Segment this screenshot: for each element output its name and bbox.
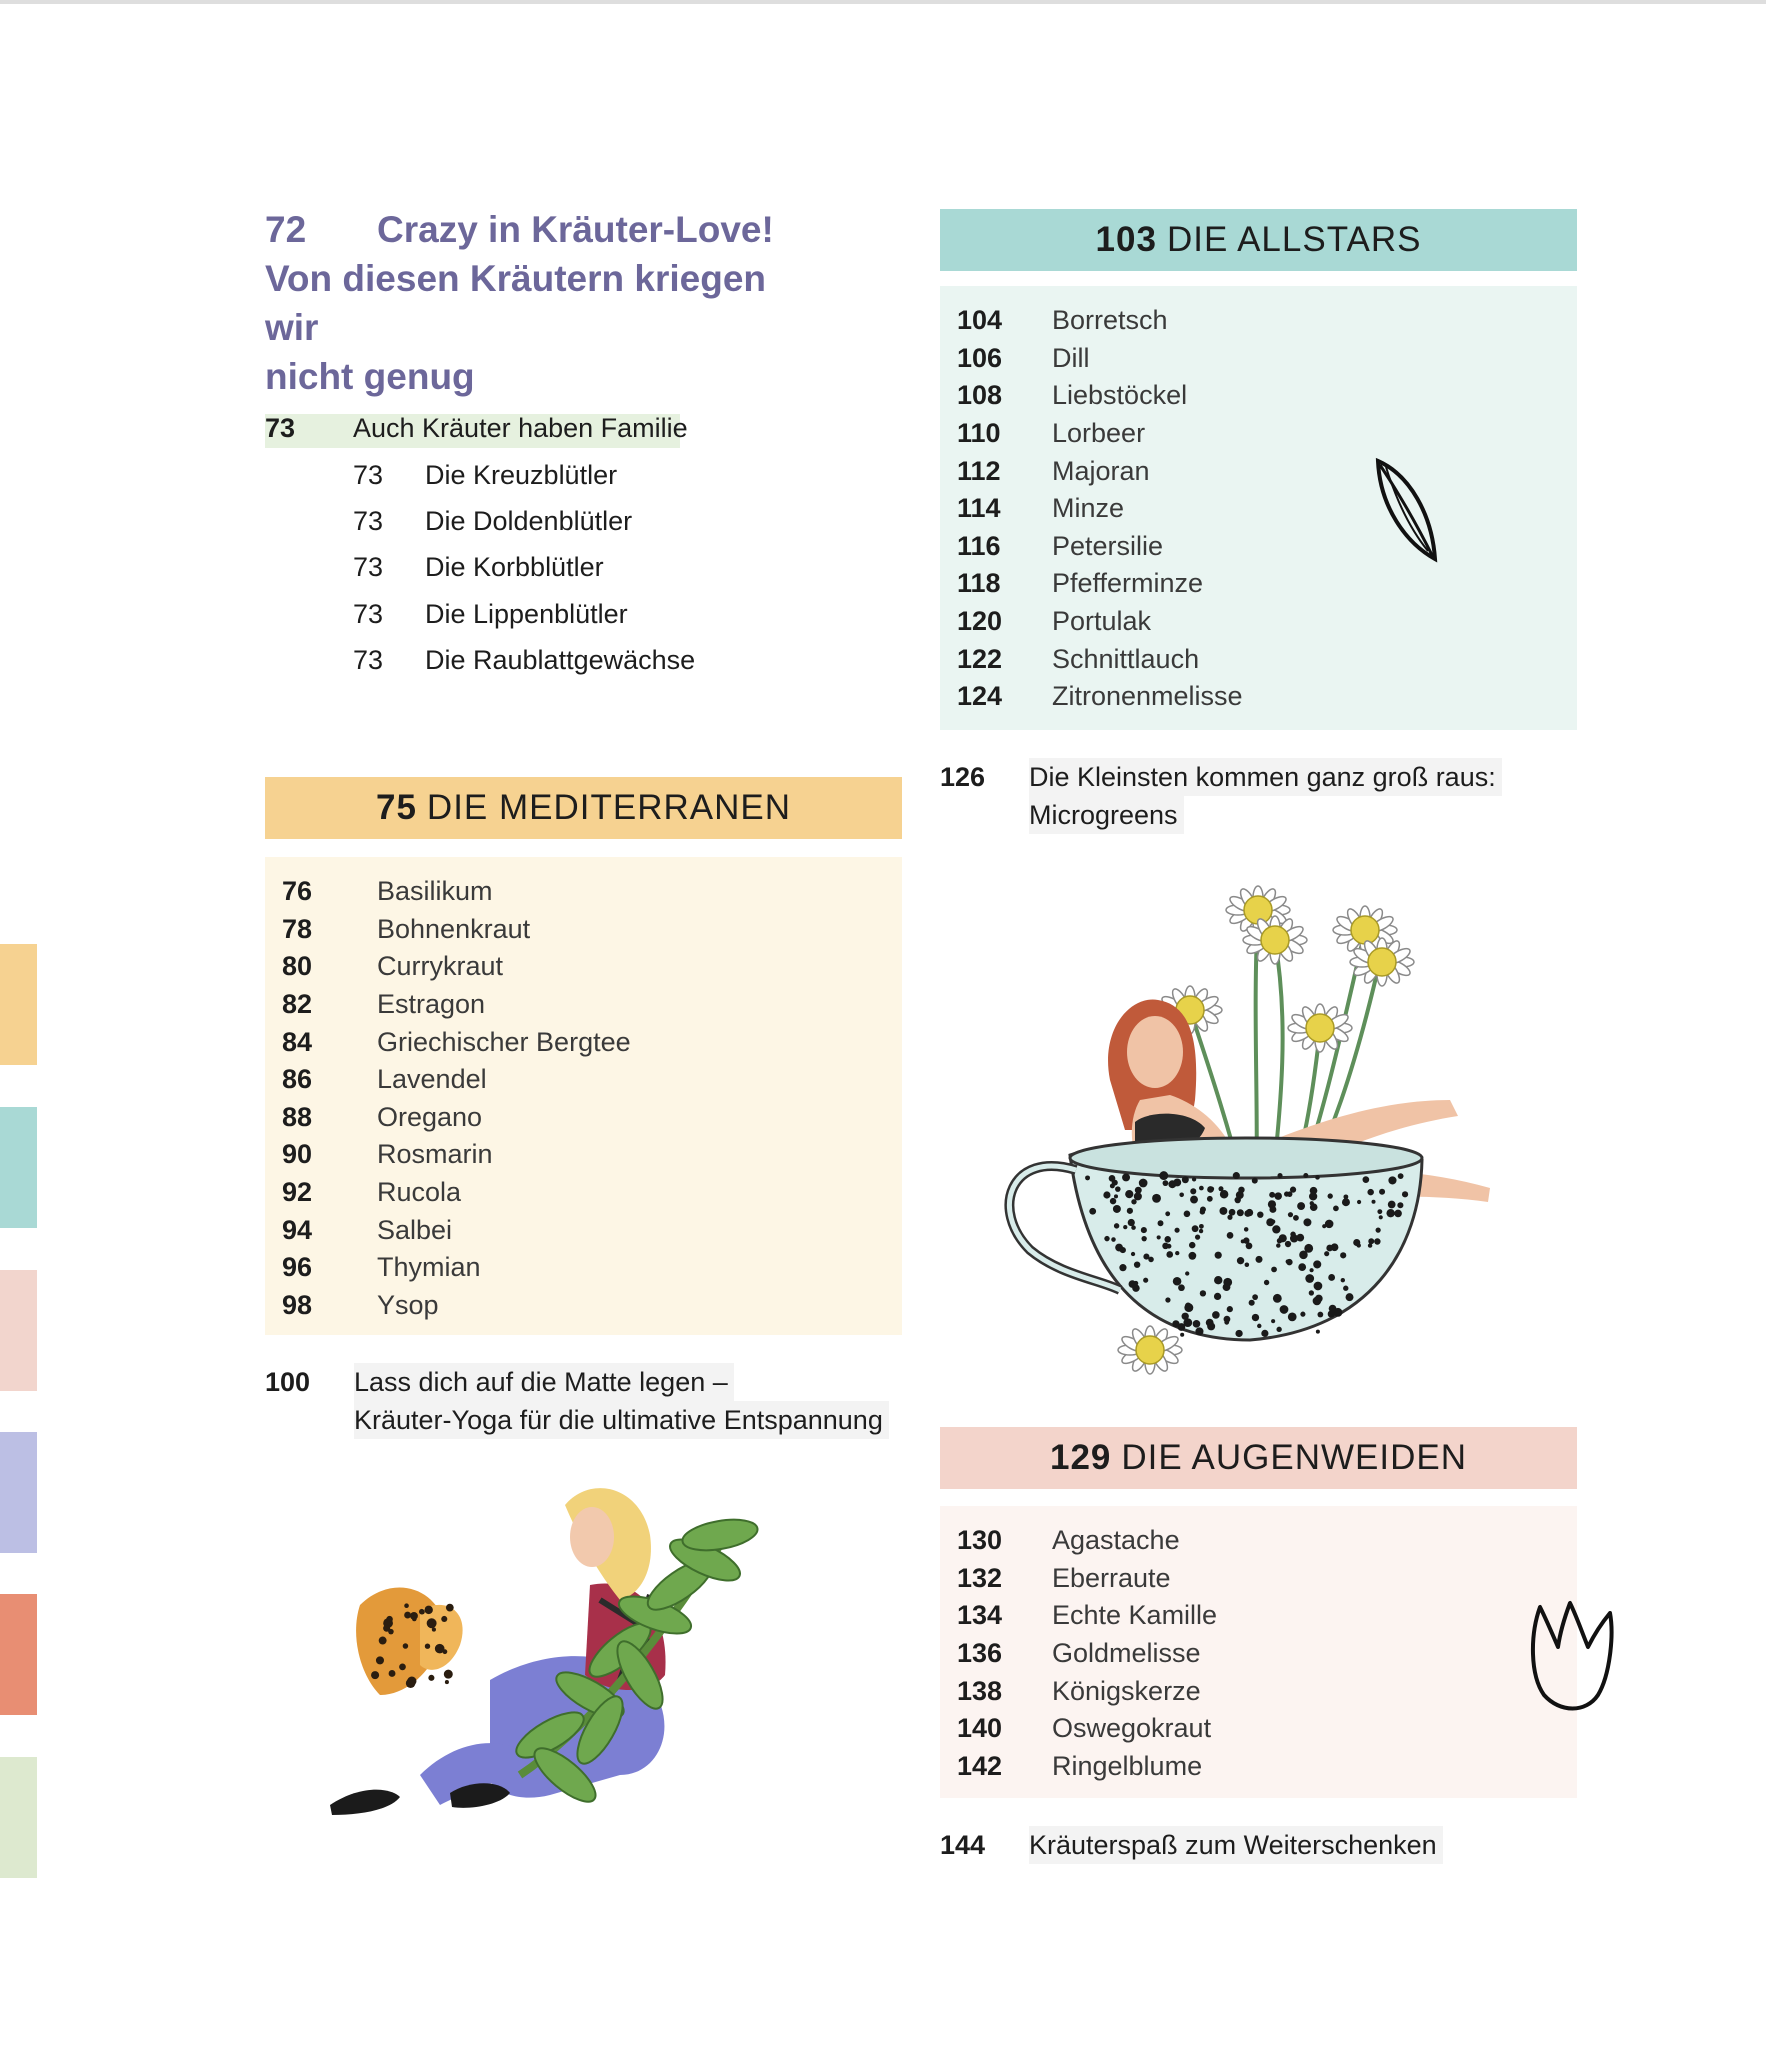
section-number: 129 [1049, 1438, 1112, 1477]
item-name: Minze [1052, 493, 1125, 524]
section-number: 75 [375, 788, 417, 827]
item-name: Borretsch [1052, 305, 1168, 336]
chapter-title-line3: nicht genug [265, 356, 475, 397]
toc-list-item[interactable] [940, 377, 1577, 415]
item-page-number: 88 [282, 1101, 313, 1132]
section-panel-mediterranean [265, 857, 902, 1335]
entry-title: Auch Kräuter haben Familie [353, 412, 688, 443]
item-name: Schnittlauch [1052, 643, 1200, 674]
item-page-number: 140 [957, 1713, 1003, 1744]
item-name: Currykraut [377, 951, 504, 982]
toc-list-item[interactable] [265, 873, 902, 911]
subentry-name: Die Kreuzblütler [425, 459, 618, 490]
item-name: Petersilie [1052, 530, 1164, 561]
subentry-page: 73 [353, 459, 384, 490]
section-band-allstars[interactable] [940, 209, 1577, 271]
item-page-number: 84 [282, 1026, 313, 1057]
chapter-title-line2: Von diesen Kräutern kriegen wir [265, 258, 766, 348]
toc-subentry[interactable] [353, 545, 695, 591]
color-tab-mediterranean[interactable] [0, 944, 37, 1065]
item-name: Ysop [377, 1289, 439, 1320]
toc-list-item[interactable] [940, 302, 1577, 340]
item-page-number: 76 [282, 876, 313, 907]
item-page-number: 122 [957, 643, 1003, 674]
chapter-number: 72 [265, 209, 307, 250]
toc-list-item[interactable] [940, 1635, 1577, 1673]
toc-list-item[interactable] [940, 678, 1577, 716]
yoga-illustration [320, 1475, 860, 1835]
section-panel-augenweiden [940, 1506, 1577, 1798]
toc-list-item[interactable] [265, 1249, 902, 1287]
toc-entry-yoga[interactable] [265, 1363, 905, 1439]
toc-list-item[interactable] [265, 1099, 902, 1137]
item-name: Dill [1052, 342, 1090, 373]
item-page-number: 116 [957, 530, 1001, 561]
item-name: Pfefferminze [1052, 568, 1204, 599]
toc-subentry[interactable] [353, 591, 695, 637]
item-page-number: 112 [957, 455, 1001, 486]
chamomile-flower-icon [1288, 1004, 1352, 1052]
item-name: Liebstöckel [1052, 380, 1188, 411]
item-page-number: 114 [957, 493, 1001, 524]
teacup-illustration [990, 870, 1530, 1390]
item-name: Oswegokraut [1052, 1713, 1212, 1744]
item-page-number: 108 [957, 380, 1003, 411]
toc-entry-family[interactable] [265, 410, 688, 446]
toc-list-item[interactable] [940, 340, 1577, 378]
color-tab-coral[interactable] [0, 1594, 37, 1715]
item-name: Agastache [1052, 1525, 1180, 1556]
toc-list-item[interactable] [265, 1061, 902, 1099]
item-page-number: 118 [957, 568, 1001, 599]
color-tab-green[interactable] [0, 1757, 37, 1878]
family-sub-list [353, 452, 695, 683]
toc-entry-gift[interactable] [940, 1826, 1580, 1864]
item-page-number: 120 [957, 606, 1003, 637]
item-page-number: 96 [282, 1252, 313, 1283]
toc-list-item[interactable] [265, 1174, 902, 1212]
toc-list-item[interactable] [940, 565, 1577, 603]
item-name: Rucola [377, 1177, 462, 1208]
entry-page-number: 144 [940, 1830, 986, 1860]
toc-list-item[interactable] [940, 528, 1577, 566]
leaf-doodle-icon [1370, 455, 1440, 565]
entry-page-number: 100 [265, 1367, 311, 1397]
entry-page-number: 126 [940, 762, 986, 792]
toc-list-item[interactable] [265, 1211, 902, 1249]
toc-list-item[interactable] [940, 1560, 1577, 1598]
toc-list-item[interactable] [940, 415, 1577, 453]
subentry-name: Die Doldenblütler [425, 505, 633, 536]
item-name: Griechischer Bergtee [377, 1026, 631, 1057]
subentry-page: 73 [353, 552, 384, 583]
toc-subentry[interactable] [353, 452, 695, 498]
subentry-name: Die Lippenblütler [425, 598, 628, 629]
item-page-number: 124 [957, 681, 1003, 712]
toc-list-item[interactable] [265, 911, 902, 949]
section-band-augenweiden[interactable] [940, 1427, 1577, 1489]
toc-list-item[interactable] [265, 1136, 902, 1174]
color-tab-augenweiden[interactable] [0, 1270, 37, 1391]
item-name: Lorbeer [1052, 418, 1146, 449]
subentry-name: Die Raublattgewächse [425, 644, 696, 675]
subentry-name: Die Korbblütler [425, 552, 604, 583]
chamomile-flower-icon [1118, 1326, 1182, 1374]
entry-title-line1: Lass dich auf die Matte legen – [354, 1363, 734, 1401]
toc-list-item[interactable] [265, 986, 902, 1024]
item-name: Ringelblume [1052, 1750, 1203, 1781]
item-page-number: 80 [282, 951, 313, 982]
item-page-number: 78 [282, 913, 313, 944]
toc-list-item[interactable] [940, 490, 1577, 528]
item-page-number: 138 [957, 1675, 1003, 1706]
item-name: Echte Kamille [1052, 1600, 1218, 1631]
item-name: Majoran [1052, 455, 1150, 486]
item-page-number: 136 [957, 1638, 1003, 1669]
toc-list-item[interactable] [940, 452, 1577, 490]
toc-list-item[interactable] [940, 1672, 1577, 1710]
entry-page-number: 73 [265, 412, 296, 443]
entry-title-line2: Microgreens [1029, 796, 1184, 834]
item-page-number: 94 [282, 1214, 313, 1245]
item-page-number: 134 [957, 1600, 1003, 1631]
entry-title: Kräuterspaß zum Weiterschenken [1029, 1826, 1443, 1864]
top-divider [0, 0, 1766, 4]
section-panel-allstars [940, 286, 1577, 730]
subentry-page: 73 [353, 644, 384, 675]
section-title: DIE AUGENWEIDEN [1121, 1438, 1467, 1477]
item-name: Estragon [377, 989, 486, 1020]
item-name: Königskerze [1052, 1675, 1201, 1706]
item-page-number: 90 [282, 1139, 313, 1170]
toc-list-item[interactable] [265, 948, 902, 986]
section-title: DIE MEDITERRANEN [426, 788, 792, 827]
item-name: Portulak [1052, 606, 1152, 637]
item-page-number: 132 [957, 1562, 1003, 1593]
item-name: Goldmelisse [1052, 1638, 1201, 1669]
entry-title-line1: Die Kleinsten kommen ganz groß raus: [1029, 758, 1502, 796]
item-name: Lavendel [377, 1064, 487, 1095]
toc-list-item[interactable] [265, 1287, 902, 1325]
section-band-mediterranean[interactable] [265, 777, 902, 839]
toc-subentry[interactable] [353, 498, 695, 544]
item-page-number: 142 [957, 1750, 1003, 1781]
item-page-number: 98 [282, 1289, 313, 1320]
entry-title-line2: Kräuter-Yoga für die ultimative Entspannung [354, 1401, 889, 1439]
toc-list-item[interactable] [940, 640, 1577, 678]
color-tab-allstars[interactable] [0, 1107, 37, 1228]
leaf-icon [680, 1515, 760, 1556]
toc-list-item[interactable] [940, 1522, 1577, 1560]
item-name: Rosmarin [377, 1139, 493, 1170]
item-name: Salbei [377, 1214, 453, 1245]
toc-list-item[interactable] [940, 1748, 1577, 1786]
toc-list-item[interactable] [940, 1710, 1577, 1748]
item-name: Bohnenkraut [377, 913, 531, 944]
item-name: Zitronenmelisse [1052, 681, 1243, 712]
item-page-number: 82 [282, 989, 313, 1020]
section-title: DIE ALLSTARS [1166, 220, 1422, 259]
toc-list-item[interactable] [265, 1023, 902, 1061]
toc-list-item[interactable] [940, 1597, 1577, 1635]
item-name: Eberraute [1052, 1562, 1171, 1593]
item-page-number: 106 [957, 342, 1003, 373]
item-name: Basilikum [377, 876, 493, 907]
chapter-heading[interactable] [265, 205, 825, 401]
item-page-number: 104 [957, 305, 1003, 336]
toc-subentry[interactable] [353, 637, 695, 683]
tulip-doodle-icon [1522, 1595, 1617, 1715]
item-page-number: 110 [957, 418, 1001, 449]
toc-entry-microgreens[interactable] [940, 758, 1580, 834]
color-tab-lavender[interactable] [0, 1432, 37, 1553]
item-page-number: 92 [282, 1177, 313, 1208]
toc-list-item[interactable] [940, 603, 1577, 641]
item-page-number: 86 [282, 1064, 313, 1095]
item-page-number: 130 [957, 1525, 1003, 1556]
item-name: Thymian [377, 1252, 481, 1283]
subentry-page: 73 [353, 505, 384, 536]
subentry-page: 73 [353, 598, 384, 629]
item-name: Oregano [377, 1101, 483, 1132]
chapter-title-line1: Crazy in Kräuter-Love! [377, 209, 774, 250]
section-number: 103 [1095, 220, 1157, 259]
